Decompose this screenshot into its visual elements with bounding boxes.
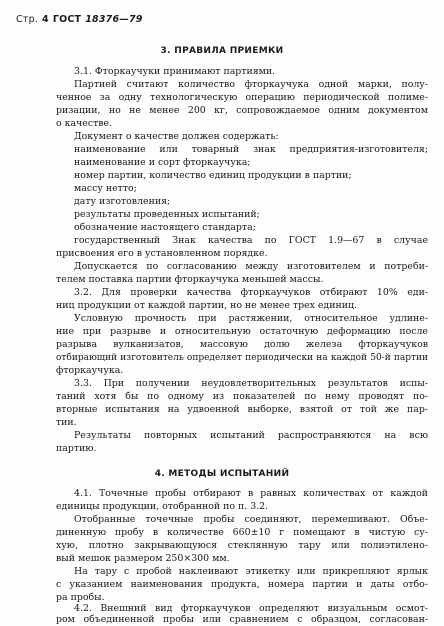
- text-line: дату изготовления;: [74, 196, 171, 207]
- text-line: отбирающий изготовитель определяет периодически на каждой 50-й партии: [56, 353, 428, 363]
- text-line: тии.: [56, 417, 77, 428]
- text-line: 3.1. Фторкаучуки принимают партиями.: [74, 66, 276, 77]
- text-line: таний хотя бы по одному из показателей по нему проводят по-: [56, 391, 428, 402]
- text-line: ром объединенной пробы или сравнением с образцом, согласован-: [56, 614, 428, 625]
- doc-number: 18376—79: [85, 14, 143, 25]
- text-line: разрыва вулканизатов, массовую долю железа фторкаучуков: [56, 339, 428, 350]
- section-4-title: 4. МЕТОДЫ ИСПЫТАНИЙ: [154, 469, 290, 479]
- text-line: На тару с пробой наклеивают этикетку или прикрепляют ярлык: [74, 566, 428, 577]
- text-line: ниц продукции от каждой партии, но не менее трех единиц.: [56, 300, 357, 311]
- text-line: о качестве.: [56, 118, 113, 129]
- text-line: Партией считают количество фторкаучука одной марки, полу-: [74, 79, 428, 90]
- text-line: присвоения его в установленном порядке.: [56, 248, 268, 259]
- text-line: 4.1. Точечные пробы отбирают в равных количествах от каждой: [74, 488, 428, 499]
- text-line: Условную прочность при растяжении, относительное удлине-: [74, 313, 428, 324]
- page-label: Стр.: [16, 14, 39, 25]
- text-line: с указанием наименования продукта, номера партии и даты отбо-: [56, 579, 428, 590]
- text-line: 3.3. При получении неудовлетворительных результатов испы-: [74, 378, 428, 389]
- text-line: номер партии, количество единиц продукции в партии;: [74, 170, 352, 181]
- text-line: единицы продукции, отобранной по п. 3.2.: [56, 501, 269, 512]
- text-line: наименование или товарный знак предприятия-изготовителя;: [74, 144, 428, 155]
- text-line: ченное за одну технологическую операцию периодической полиме-: [56, 92, 428, 103]
- text-line: государственный Знак качества по ГОСТ 1.9—67 в случае: [74, 235, 428, 246]
- text-line: 4.2. Внешний вид фторкаучуков определяют визуальным осмот-: [74, 603, 428, 614]
- running-header: [16, 14, 143, 25]
- text-line: результаты проведенных испытаний;: [74, 209, 260, 220]
- section-3-title: 3. ПРАВИЛА ПРИЕМКИ: [160, 46, 284, 56]
- text-line: массу нетто;: [74, 183, 137, 194]
- text-line: диненную пробу в количестве 660±10 г помещают в чистую су-: [56, 527, 428, 538]
- text-line: вый мешок размером 250×300 мм.: [56, 553, 230, 564]
- text-line: Отобранные точечные пробы соединяют, перемешивают. Объе-: [74, 514, 428, 525]
- text-line: ризации, но не менее 200 кг, сопровождаемое одним документом: [56, 105, 428, 116]
- text-line: ние при разрыве и относительную остаточную деформацию после: [56, 326, 428, 337]
- text-line: телем поставка партии фторкаучука меньшей массы.: [56, 274, 324, 285]
- text-line: партию.: [56, 443, 97, 454]
- text-line: наименование и сорт фторкаучука;: [74, 157, 251, 168]
- text-line: Результаты повторных испытаний распространяются на всю: [74, 430, 428, 441]
- text-line: Документ о качестве должен содержать:: [74, 131, 279, 142]
- text-line: Допускается по согласованию между изготовителем и потреби-: [74, 261, 428, 272]
- text-line: обозначение настоящего стандарта;: [74, 222, 256, 233]
- text-line: ра пробы.: [56, 592, 105, 603]
- text-line: фторкаучука.: [56, 365, 124, 376]
- gost-label: ГОСТ: [52, 14, 82, 25]
- text-line: хую, плотно закрывающуюся стеклянную тару или полиэтилено-: [56, 540, 428, 551]
- page-number: 4: [42, 14, 49, 25]
- text-line: вторные испытания на удвоенной выборке, взятой от той же пар-: [56, 404, 428, 415]
- text-line: 3.2. Для проверки качества фторкаучуков отбирают 10% еди-: [74, 287, 428, 298]
